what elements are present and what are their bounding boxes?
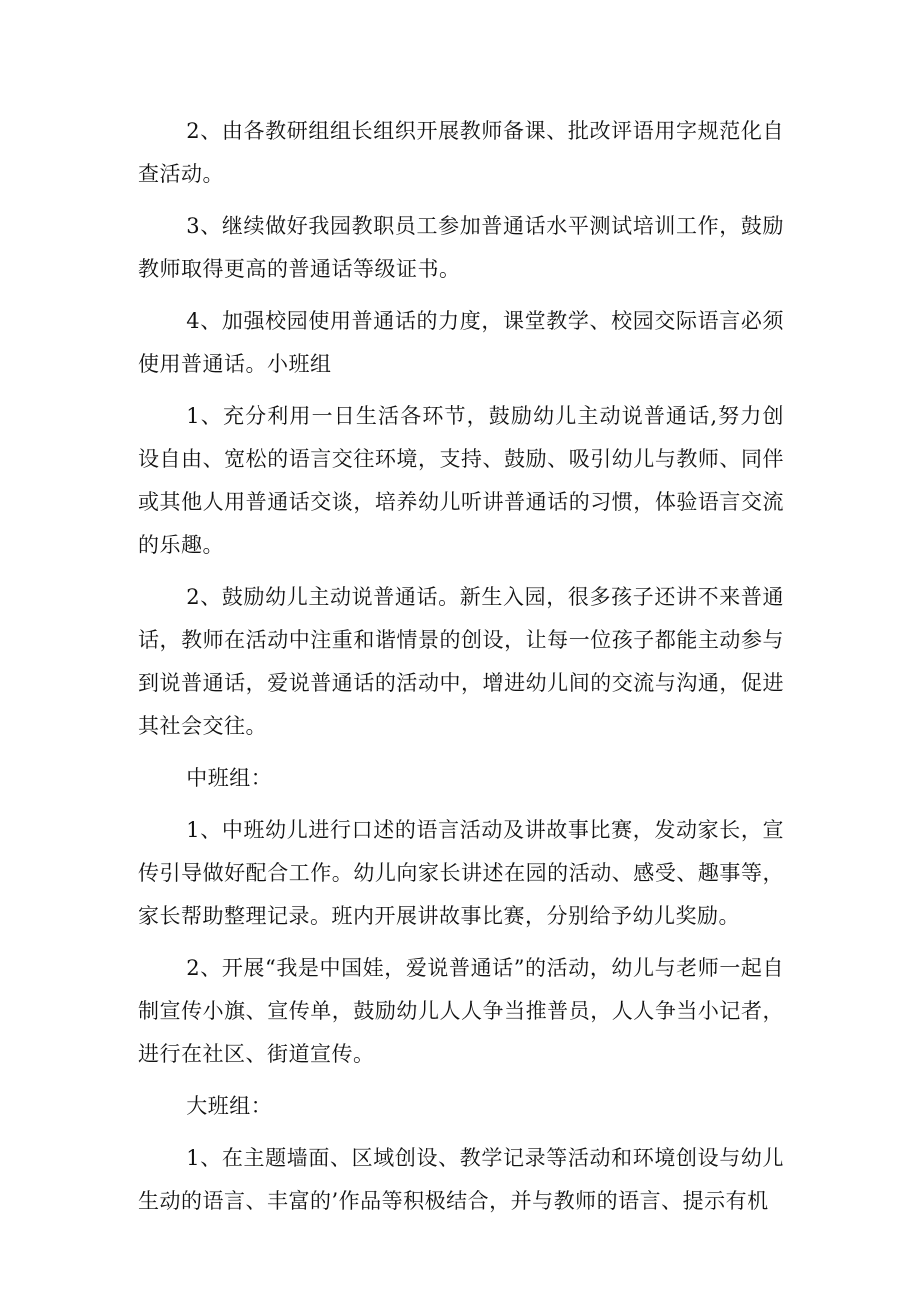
paragraph: 2、由各教研组组长组织开展教师备课、批改评语用字规范化自查活动。 (138, 119, 784, 186)
section-heading: 中班组： (186, 766, 273, 790)
section-heading: 大班组： (186, 1094, 273, 1118)
paragraph: 1、充分利用一日生活各环节，鼓励幼儿主动说普通话,努力创设自由、宽松的语言交往环境，支持、鼓励、吸引幼儿与教师、同伴或其他人用普通话交谈，培养幼儿听讲普通话的习惯，体验语言交流的乐趣。 (138, 404, 784, 557)
paragraph: 2、鼓励幼儿主动说普通话。新生入园，很多孩子还讲不来普通话，教师在活动中注重和谐情景的创设，让每一位孩子都能主动参与到说普通话，爱说普通话的活动中，增进幼儿间的交流与沟通，促进其社会交往。 (138, 585, 784, 738)
paragraph: 1、中班幼儿进行口述的语言活动及讲故事比赛，发动家长，宣传引导做好配合工作。幼儿向家长讲述在园的活动、感受、趣事等，家长帮助整理记录。班内开展讲故事比赛，分别给予幼儿奖励。 (138, 818, 784, 928)
paragraph: 1、在主题墙面、区域创设、教学记录等活动和环境创设与幼儿生动的语言、丰富的’作品等积极结合，并与教师的语言、提示有机 (138, 1146, 784, 1213)
document-body (138, 110, 784, 1232)
paragraph: 4、加强校园使用普通话的力度，课堂教学、校园交际语言必须使用普通话。小班组 (138, 309, 784, 376)
paragraph: 3、继续做好我园教职员工参加普通话水平测试培训工作，鼓励教师取得更高的普通话等级证书。 (138, 214, 784, 281)
paragraph: 2、开展“我是中国娃，爱说普通话”的活动，幼儿与老师一起自制宣传小旗、宣传单，鼓励幼儿人人争当推普员，人人争当小记者，进行在社区、街道宣传。 (138, 956, 784, 1066)
